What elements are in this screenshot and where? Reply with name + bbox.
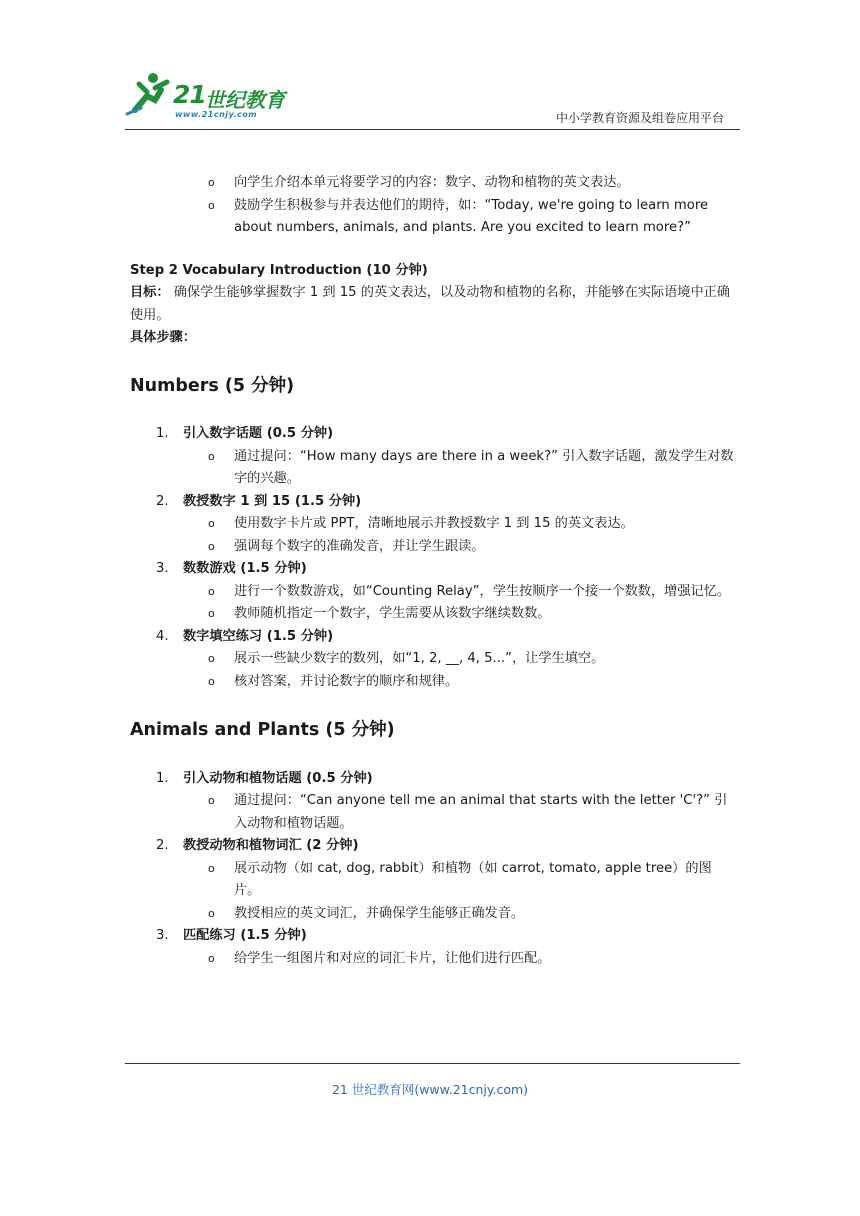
numbered-item: 1. 引入动物和植物话题 (0.5 分钟) [156,770,373,786]
list-item: o 通过提问：“How many days are there in a week?” 引入数字话题，激发学生对数字的兴趣。 [130,446,736,491]
section-heading-numbers: Numbers (5 分钟) [130,375,295,396]
bullet-icon: o [208,951,215,965]
list-item: o 进行一个数数游戏，如“Counting Relay”，学生按顺序一个接一个数数，增强记忆。 [130,581,736,604]
bullet-icon: o [208,517,215,530]
bullet-icon: o [208,674,215,688]
step-goal: 目标： 确保学生能够掌握数字 1 到 15 的英文表达，以及动物和植物的名称，并能够在实际语境中正确使用。 [130,285,731,323]
bullet-icon: o [208,861,215,875]
bullet-icon: o [208,198,215,212]
header-divider [125,129,740,130]
runner-icon [125,70,177,120]
bullet-icon: o [208,906,215,920]
footer-divider [125,1063,740,1064]
list-item: o 给学生一组图片和对应的词汇卡片，让他们进行匹配。 [130,948,736,971]
logo-number: 21 [173,80,206,109]
numbered-item: 3. 匹配练习 (1.5 分钟) [156,928,307,943]
bullet-icon: o [208,794,215,807]
list-item: o 强调每个数字的准确发音，并让学生跟读。 [130,536,736,559]
list-item: o 核对答案，并讨论数字的顺序和规律。 [130,671,736,694]
numbered-item: 2. 教授数字 1 到 15 (1.5 分钟) [156,493,362,509]
bullet-icon: o [208,652,215,665]
bullet-icon: o [208,607,215,620]
footer-link[interactable]: 21 世纪教育网(www.21cnjy.com) [331,1082,529,1097]
steps-label: 具体步骤： [130,330,196,345]
bullet-icon: o [208,176,215,189]
header-tagline: 中小学教育资源及组卷应用平台 [555,111,724,125]
list-item: o 向学生介绍本单元将要学习的内容：数字、动物和植物的英文表达。 [130,172,736,195]
logo-text: 世纪教育 [205,88,285,112]
list-item: o 通过提问：“Can anyone tell me an animal that starts with the letter 'C'?” 引入动物和植物话题。 [130,790,736,835]
logo [125,70,315,122]
document-body [130,172,736,970]
bullet-icon: o [208,584,215,598]
list-item: o 教师随机指定一个数字，学生需要从该数字继续数数。 [130,603,736,626]
page-header [125,62,740,130]
list-item: o 教授相应的英文词汇，并确保学生能够正确发音。 [130,903,736,926]
section-heading-animals: Animals and Plants (5 分钟) [130,720,395,740]
list-item: o 鼓励学生积极参与并表达他们的期待，如：“Today, we're going to learn more about numbers, animals, and plants. Are you excited to learn more?” [130,195,736,240]
numbered-item: 4. 数字填空练习 (1.5 分钟) [156,628,334,644]
list-item: o 展示一些缺少数字的数列，如“1, 2, __, 4, 5...”，让学生填空。 [130,648,736,671]
numbered-item: 1. 引入数字话题 (0.5 分钟) [156,426,334,441]
numbered-item: 2. 教授动物和植物词汇 (2 分钟) [156,838,359,853]
bullet-icon: o [208,539,215,553]
list-item: o 使用数字卡片或 PPT，清晰地展示并教授数字 1 到 15 的英文表达。 [130,513,736,536]
bullet-icon: o [208,449,215,463]
step-title: Step 2 Vocabulary Introduction (10 分钟) [130,262,428,278]
logo-url: www.21cnjy.com [175,110,258,119]
numbered-item: 3. 数数游戏 (1.5 分钟) [156,561,307,576]
list-item: o 展示动物（如 cat, dog, rabbit）和植物（如 carrot, tomato, apple tree）的图片。 [130,858,736,903]
